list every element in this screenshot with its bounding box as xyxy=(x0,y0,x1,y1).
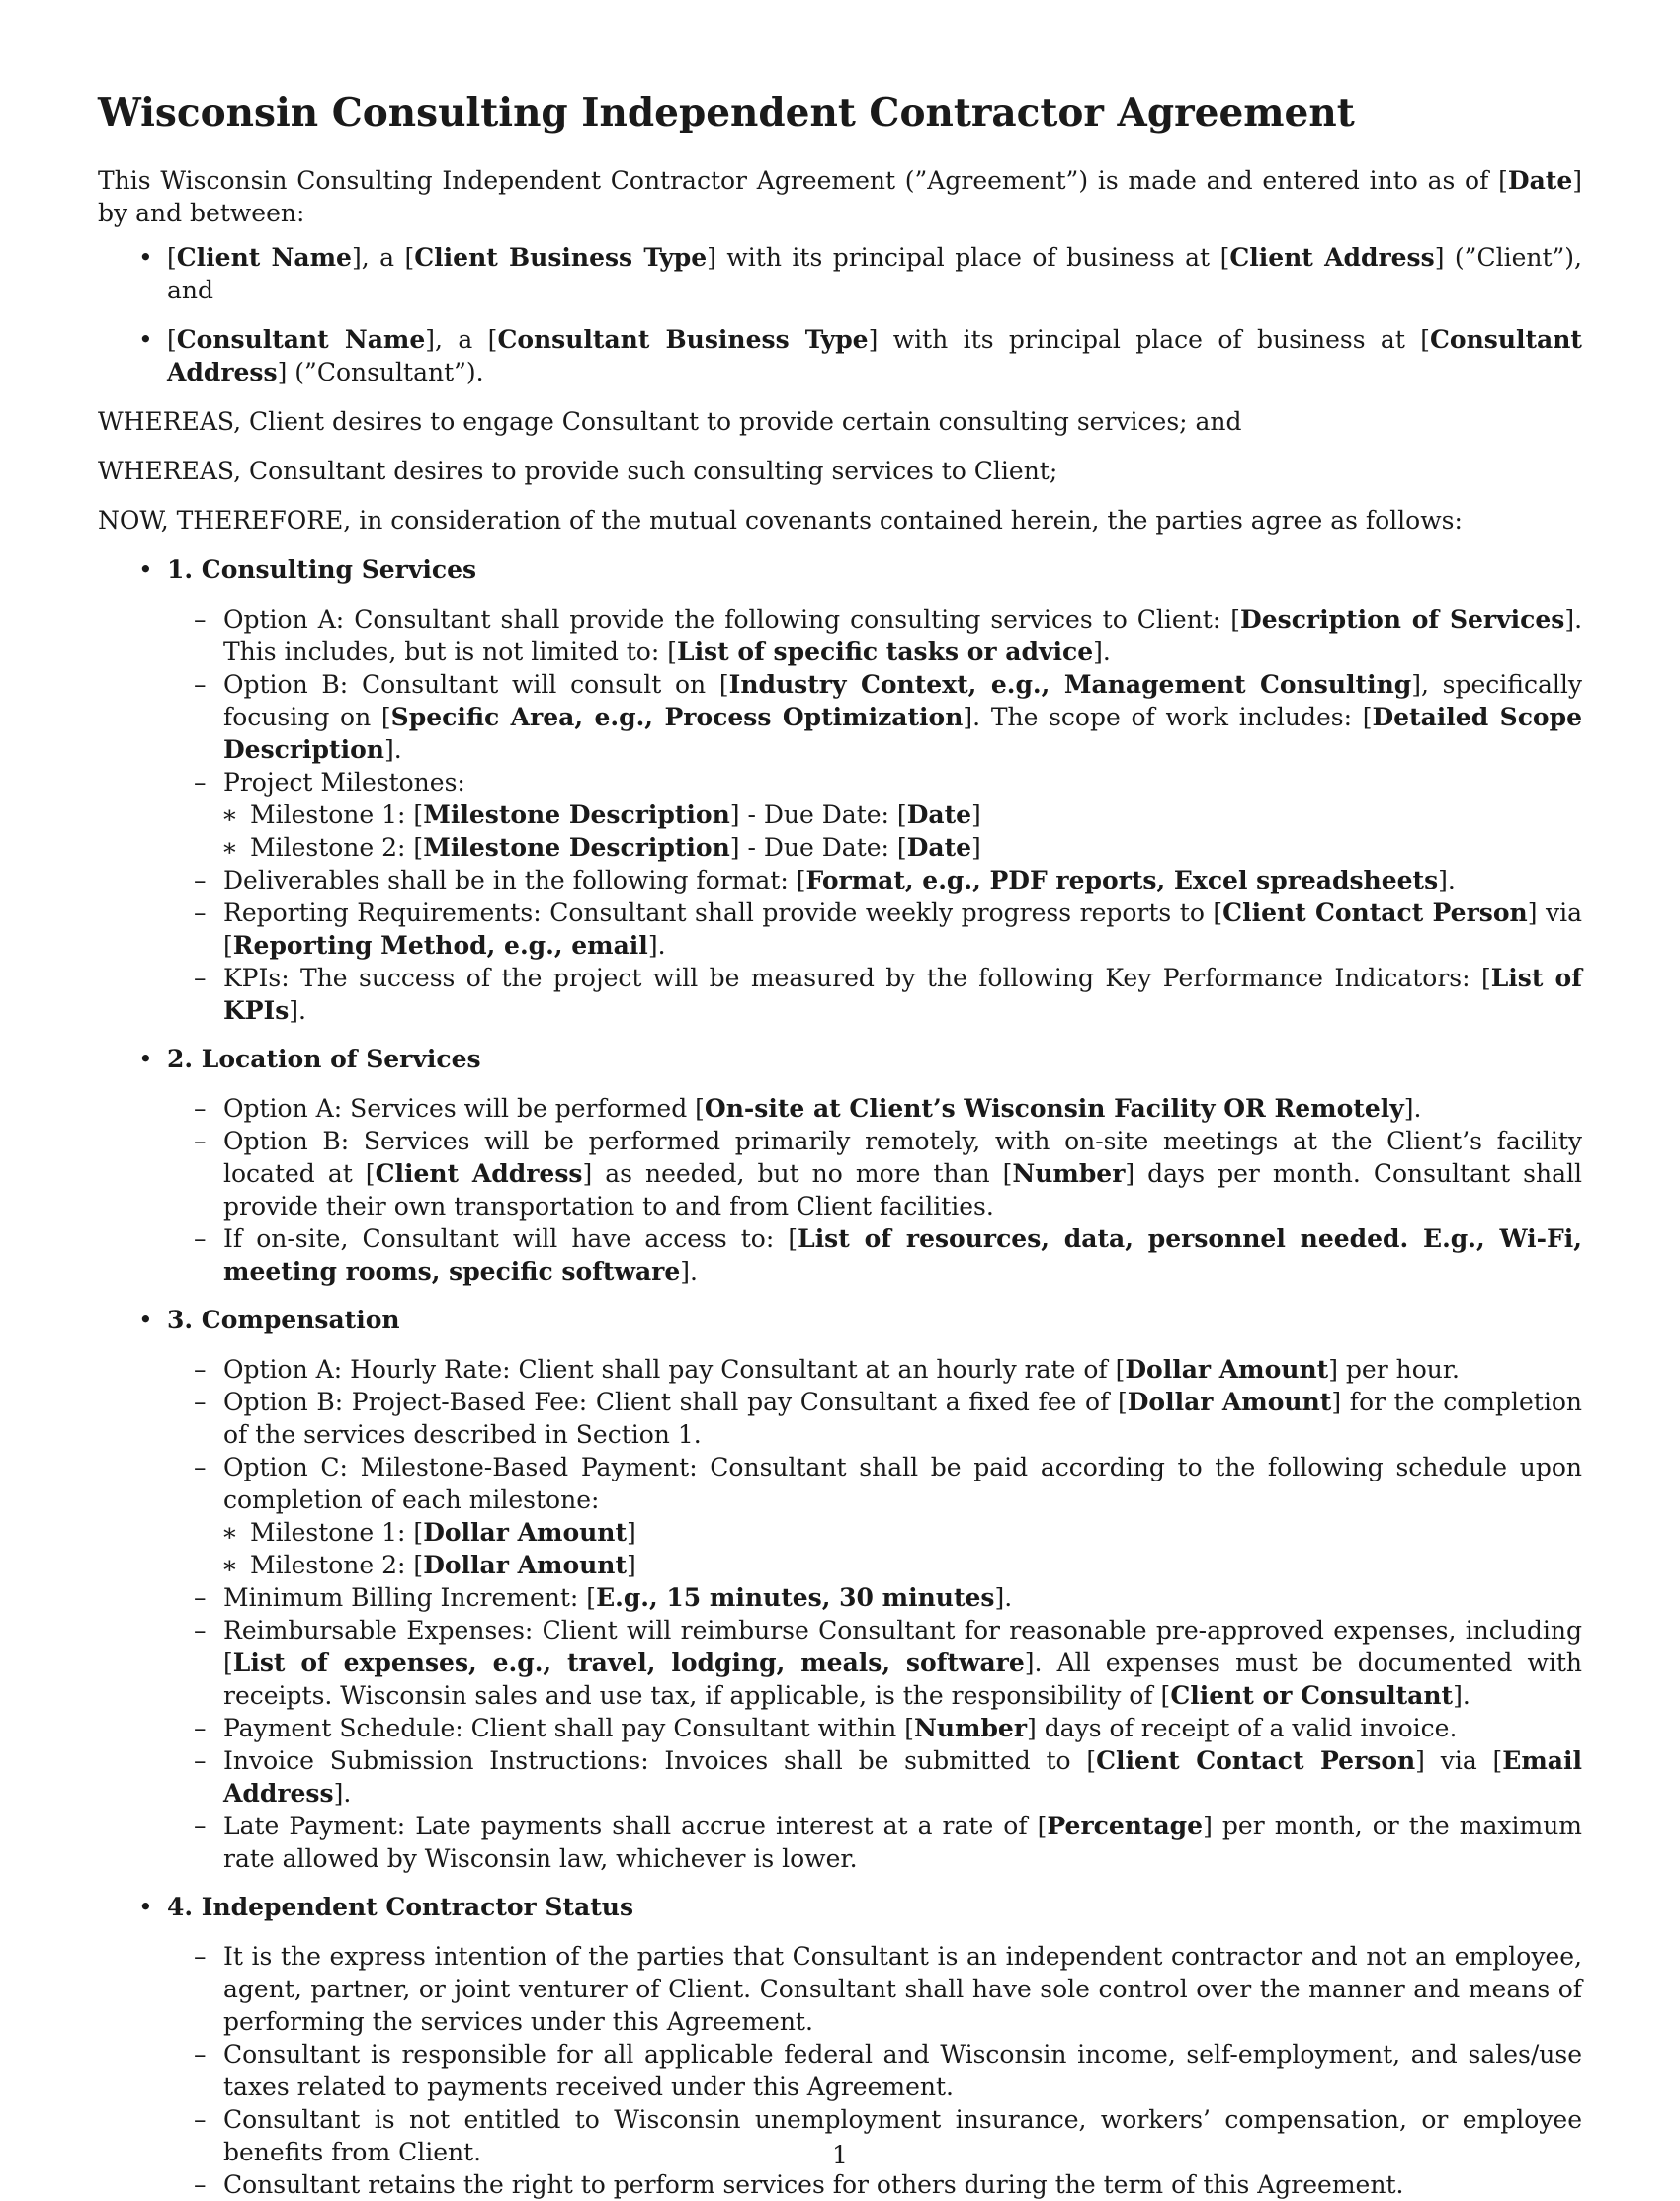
party-text: ] (”Consultant”). xyxy=(277,358,484,386)
page-number: 1 xyxy=(832,2141,848,2169)
item-text: ]. xyxy=(289,996,306,1025)
list-item xyxy=(163,603,1582,668)
placeholder: Industry Context, e.g., Management Consulting xyxy=(728,670,1412,699)
section-heading: • 3. Compensation xyxy=(167,1306,400,1334)
item-text: ] per hour. xyxy=(1328,1355,1461,1384)
item-text: ] xyxy=(971,801,981,829)
whereas-clause-1: WHEREAS, Client desires to engage Consultant to provide certain consulting services; and xyxy=(98,407,1242,436)
item-text: Payment Schedule: Client shall pay Consultant within [ xyxy=(223,1714,914,1742)
placeholder-client-business-type: Client Business Type xyxy=(414,243,708,272)
party-text: ] with its principal place of business at [ xyxy=(707,243,1230,272)
item-text: Option B: Services will be performed primarily remotely, with on-site meetings at the Client’s facility located at [ xyxy=(223,1127,1582,1188)
list-item xyxy=(163,1614,1582,1712)
item-text: Reimbursable Expenses: Client will reimburse Consultant for reasonable pre-approved expenses, including [ xyxy=(223,1616,1582,1677)
placeholder: On-site at Client’s Wisconsin Facility OR Remotely xyxy=(704,1094,1404,1123)
placeholder-consultant-name: Consultant Name xyxy=(176,325,426,354)
list-item: – Consultant is not entitled to Wisconsin unemployment insurance, workers’ compensation, or employee benefits from Client. xyxy=(163,2103,1582,2168)
item-text: ] - Due Date: [ xyxy=(729,833,907,862)
item-text: ] as needed, but no more than [ xyxy=(582,1159,1013,1188)
document-title: Wisconsin Consulting Independent Contractor Agreement xyxy=(98,90,1355,135)
whereas-clause-2: WHEREAS, Consultant desires to provide such consulting services to Client; xyxy=(98,457,1058,485)
item-text: Invoice Submission Instructions: Invoices shall be submitted to [ xyxy=(223,1746,1097,1775)
item-text: ]. xyxy=(1093,637,1111,666)
intro-paragraph xyxy=(98,164,1582,229)
list-item xyxy=(163,962,1582,1027)
party-text: ] with its principal place of business at [ xyxy=(868,325,1431,354)
list-item xyxy=(200,831,1582,864)
placeholder: Dollar Amount xyxy=(1127,1388,1332,1416)
item-text: ] xyxy=(971,833,981,862)
placeholder: E.g., 15 minutes, 30 minutes xyxy=(596,1583,995,1612)
item-text: Late Payment: Late payments shall accrue interest at a rate of [ xyxy=(223,1812,1048,1840)
placeholder: Dollar Amount xyxy=(423,1518,628,1547)
list-item xyxy=(163,1125,1582,1223)
list-item xyxy=(163,1712,1582,1744)
section-heading: • 1. Consulting Services xyxy=(167,555,477,584)
placeholder: Description of Services xyxy=(1240,605,1565,634)
payment-milestones-list xyxy=(223,1516,1582,1581)
placeholder: Client Address xyxy=(375,1159,583,1188)
list-item xyxy=(163,1451,1582,1581)
now-therefore-clause: NOW, THEREFORE, in consideration of the mutual covenants contained herein, the parties agree as follows: xyxy=(98,506,1463,535)
placeholder: List of resources, data, personnel needed. E.g., Wi-Fi, meeting rooms, specific software xyxy=(223,1225,1582,1286)
party-text: [ xyxy=(167,325,177,354)
list-item xyxy=(163,1810,1582,1875)
item-text: ] - Due Date: [ xyxy=(729,801,907,829)
placeholder-consultant-address: Consultant Address xyxy=(167,325,1582,386)
placeholder: Specific Area, e.g., Process Optimization xyxy=(390,703,964,731)
item-text: Option B: Project-Based Fee: Client shall pay Consultant a fixed fee of [ xyxy=(223,1388,1128,1416)
placeholder: Milestone Description xyxy=(423,801,730,829)
item-text: ]. All expenses must be documented with receipts. Wisconsin sales and use tax, if applicable, is the responsibility of [ xyxy=(223,1649,1582,1710)
item-text: Milestone 2: [ xyxy=(250,1551,424,1579)
intro-text: This Wisconsin Consulting Independent Contractor Agreement (”Agreement”) is made and entered into as of [ xyxy=(98,166,1508,195)
placeholder-consultant-business-type: Consultant Business Type xyxy=(497,325,869,354)
item-text: ] via [ xyxy=(223,898,1583,960)
list-item xyxy=(163,668,1582,766)
placeholder: Email Address xyxy=(223,1746,1582,1808)
placeholder-date: Date xyxy=(1507,166,1573,195)
placeholder: Number xyxy=(1012,1159,1126,1188)
section-items xyxy=(167,1092,1582,1288)
item-text: Deliverables shall be in the following format: [ xyxy=(223,866,806,894)
section-compensation xyxy=(98,1304,1582,1875)
section-heading: • 2. Location of Services xyxy=(167,1045,481,1073)
list-item xyxy=(163,766,1582,864)
item-text: Milestone 2: [ xyxy=(250,833,424,862)
item-text: Reporting Requirements: Consultant shall provide weekly progress reports to [ xyxy=(223,898,1223,927)
placeholder: Client Contact Person xyxy=(1096,1746,1416,1775)
list-item: – Consultant retains the right to perform services for others during the term of this Agreement. xyxy=(163,2168,1582,2201)
item-text: ] days of receipt of a valid invoice. xyxy=(1027,1714,1458,1742)
list-item xyxy=(200,1549,1582,1581)
item-text: ]. xyxy=(333,1779,352,1808)
item-text: Option C: Milestone-Based Payment: Consultant shall be paid according to the following schedule upon completion of each milestone: xyxy=(223,1453,1582,1514)
list-item xyxy=(163,1744,1582,1810)
section-items xyxy=(167,1353,1582,1875)
party-text: ], a [ xyxy=(425,325,498,354)
item-text: ] xyxy=(627,1518,636,1547)
section-items xyxy=(167,603,1582,1027)
section-heading: • 4. Independent Contractor Status xyxy=(167,1893,634,1921)
placeholder: Percentage xyxy=(1047,1812,1204,1840)
item-text: ]. xyxy=(680,1257,698,1286)
party-text: ] (”Client”), and xyxy=(167,243,1583,304)
placeholder: Format, e.g., PDF reports, Excel spreadsheets xyxy=(805,866,1439,894)
list-item xyxy=(163,1353,1582,1386)
placeholder: Reporting Method, e.g., email xyxy=(232,931,648,960)
list-item: – It is the express intention of the parties that Consultant is an independent contractor and not an employee, agent, partner, or joint venturer of Client. Consultant shall have sole control over the manner and means of performing the services under this Agreement. xyxy=(163,1940,1582,2038)
item-text: ] for the completion of the services described in Section 1. xyxy=(223,1388,1582,1449)
item-text: ] per month, or the maximum rate allowed by Wisconsin law, whichever is lower. xyxy=(223,1812,1582,1873)
item-text: ]. xyxy=(647,931,666,960)
item-text: ] via [ xyxy=(1415,1746,1503,1775)
placeholder-client-name: Client Name xyxy=(176,243,352,272)
list-item xyxy=(163,896,1582,962)
list-item xyxy=(163,1581,1582,1614)
placeholder: Detailed Scope Description xyxy=(223,703,1582,764)
item-text: ]. xyxy=(383,735,402,764)
item-text: ] xyxy=(627,1551,636,1579)
sections-list xyxy=(98,553,1582,2201)
list-item xyxy=(163,1386,1582,1451)
item-text: ]. The scope of work includes: [ xyxy=(963,703,1373,731)
item-text: ]. xyxy=(1438,866,1456,894)
item-text: Project Milestones: xyxy=(223,768,465,797)
placeholder-client-address: Client Address xyxy=(1229,243,1435,272)
intro-text: ] by and between: xyxy=(98,166,1582,227)
item-text: Minimum Billing Increment: [ xyxy=(223,1583,597,1612)
item-text: ]. xyxy=(1403,1094,1422,1123)
section-location-of-services xyxy=(98,1043,1582,1288)
list-item: – Consultant is responsible for all applicable federal and Wisconsin income, self-employment, and sales/use taxes related to payments received under this Agreement. xyxy=(163,2038,1582,2103)
milestones-list xyxy=(223,799,1582,864)
list-item xyxy=(200,799,1582,831)
list-item xyxy=(163,864,1582,896)
item-text: ]. xyxy=(994,1583,1013,1612)
item-text: ]. This includes, but is not limited to: [ xyxy=(223,605,1583,666)
parties-list xyxy=(98,241,1582,388)
placeholder: Dollar Amount xyxy=(1125,1355,1329,1384)
placeholder: List of specific tasks or advice xyxy=(676,637,1094,666)
placeholder: Milestone Description xyxy=(423,833,730,862)
placeholder: Client Contact Person xyxy=(1222,898,1528,927)
placeholder: List of expenses, e.g., travel, lodging, meals, software xyxy=(232,1649,1025,1677)
placeholder: Date xyxy=(906,801,972,829)
item-text: Option B: Consultant will consult on [ xyxy=(223,670,729,699)
item-text: ]. xyxy=(1453,1681,1470,1710)
party-client xyxy=(98,241,1582,306)
party-consultant xyxy=(98,323,1582,388)
placeholder: Number xyxy=(913,1714,1028,1742)
item-text: ] days per month. Consultant shall provide their own transportation to and from Client facilities. xyxy=(223,1159,1582,1221)
item-text: ], specifically focusing on [ xyxy=(223,670,1582,731)
item-text: Option A: Hourly Rate: Client shall pay Consultant at an hourly rate of [ xyxy=(223,1355,1126,1384)
item-text: Milestone 1: [ xyxy=(250,801,424,829)
party-text: ], a [ xyxy=(351,243,415,272)
placeholder: Client or Consultant xyxy=(1170,1681,1454,1710)
placeholder: Dollar Amount xyxy=(423,1551,628,1579)
list-item xyxy=(163,1092,1582,1125)
item-text: Option A: Consultant shall provide the following consulting services to Client: [ xyxy=(223,605,1241,634)
list-item xyxy=(200,1516,1582,1549)
placeholder: List of KPIs xyxy=(223,964,1582,1025)
item-text: If on-site, Consultant will have access to: [ xyxy=(223,1225,798,1253)
party-text: [ xyxy=(167,243,177,272)
item-text: Option A: Services will be performed [ xyxy=(223,1094,705,1123)
item-text: KPIs: The success of the project will be measured by the following Key Performance Indicators: [ xyxy=(223,964,1491,992)
placeholder: Date xyxy=(906,833,972,862)
section-consulting-services xyxy=(98,553,1582,1027)
item-text: Milestone 1: [ xyxy=(250,1518,424,1547)
list-item xyxy=(163,1223,1582,1288)
